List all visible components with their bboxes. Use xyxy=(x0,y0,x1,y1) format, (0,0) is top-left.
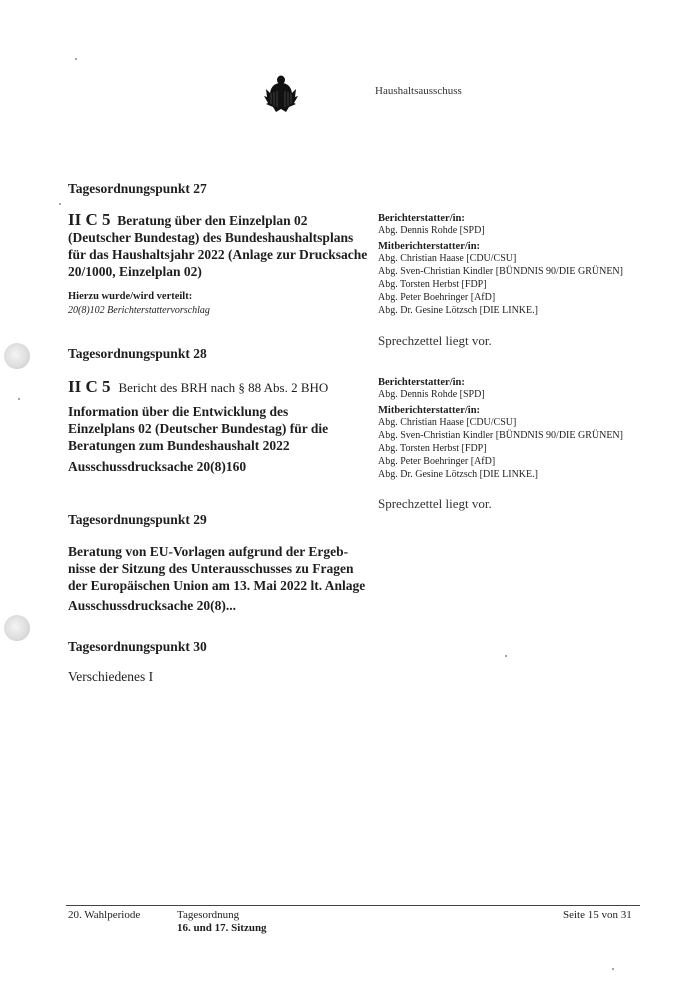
item-28-document: Ausschussdrucksache 20(8)160 xyxy=(68,459,247,474)
item-27-note: Sprechzettel liegt vor. xyxy=(378,333,492,348)
footer-agenda: Tagesordnung xyxy=(177,909,240,921)
item-27-heading: Tagesordnungspunkt 27 xyxy=(68,181,207,196)
footer-page: Seite 15 von 31 xyxy=(563,909,632,921)
item-28-rapporteurs: Berichterstatter/in: Abg. Dennis Rohde [SPD] Mitberichterstatter/in: Abg. Christian Haase [CDU/CSU] Abg. Sven-Christian Kindler [BÜNDNIS 90/DIE GRÜNEN] Abg. Torsten Herbst [FDP] Abg. Peter Boehringer [AfD] Abg. Dr. Gesine Lötzsch [DIE LINKE.] xyxy=(378,377,623,480)
item-27-rapporteurs: Berichterstatter/in: Abg. Dennis Rohde [SPD] Mitberichterstatter/in: Abg. Christian Haase [CDU/CSU] Abg. Sven-Christian Kindler [BÜNDNIS 90/DIE GRÜNEN] Abg. Torsten Herbst [FDP] Abg. Peter Boehringer [AfD] Abg. Dr. Gesine Lötzsch [DIE LINKE.] xyxy=(378,213,623,316)
federal-eagle-icon xyxy=(262,73,300,113)
punch-hole xyxy=(4,343,30,369)
scan-speck xyxy=(59,203,61,205)
item-28-title: Information über die Entwicklung des Einzelplans 02 (Deutscher Bundestag) für die Beratungen zum Bundeshaushalt 2022 xyxy=(68,404,329,453)
scan-speck xyxy=(505,655,507,657)
footer-divider xyxy=(66,905,640,906)
scan-speck xyxy=(612,968,614,970)
item-29-title: Beratung von EU-Vorlagen aufgrund der Ergeb- nisse der Sitzung des Unterausschusses zu Fragen der Europäischen Union am 13. Mai 2022 lt. Anlage xyxy=(68,544,366,593)
item-27-distribution-label: Hierzu wurde/wird verteilt: xyxy=(68,291,193,302)
item-29-heading: Tagesordnungspunkt 29 xyxy=(68,512,207,527)
item-30-heading: Tagesordnungspunkt 30 xyxy=(68,639,207,654)
footer-sessions: 16. und 17. Sitzung xyxy=(177,922,267,934)
item-29-document: Ausschussdrucksache 20(8)... xyxy=(68,598,237,613)
item-27-title: II C 5 Beratung über den Einzelplan 02 (Deutscher Bundestag) des Bundeshaushaltsplans für das Haushaltsjahr 2022 (Anlage zur Drucksache 20/1000, Einzelplan 02) xyxy=(68,210,368,279)
item-28-heading: Tagesordnungspunkt 28 xyxy=(68,346,207,361)
item-27-code: II C 5 xyxy=(68,210,111,229)
punch-hole xyxy=(4,615,30,641)
item-27-distribution-value: 20(8)102 Berichterstattervorschlag xyxy=(68,305,210,316)
item-28-note: Sprechzettel liegt vor. xyxy=(378,496,492,511)
item-28-subtitle-line: II C 5 Bericht des BRH nach § 88 Abs. 2 BHO xyxy=(68,377,329,396)
item-28-code: II C 5 xyxy=(68,377,111,396)
footer-period: 20. Wahlperiode xyxy=(68,909,141,921)
committee-name: Haushaltsausschuss xyxy=(375,85,462,97)
scan-speck xyxy=(75,58,77,60)
item-30-text: Verschiedenes I xyxy=(68,669,154,684)
scan-speck xyxy=(18,398,20,400)
